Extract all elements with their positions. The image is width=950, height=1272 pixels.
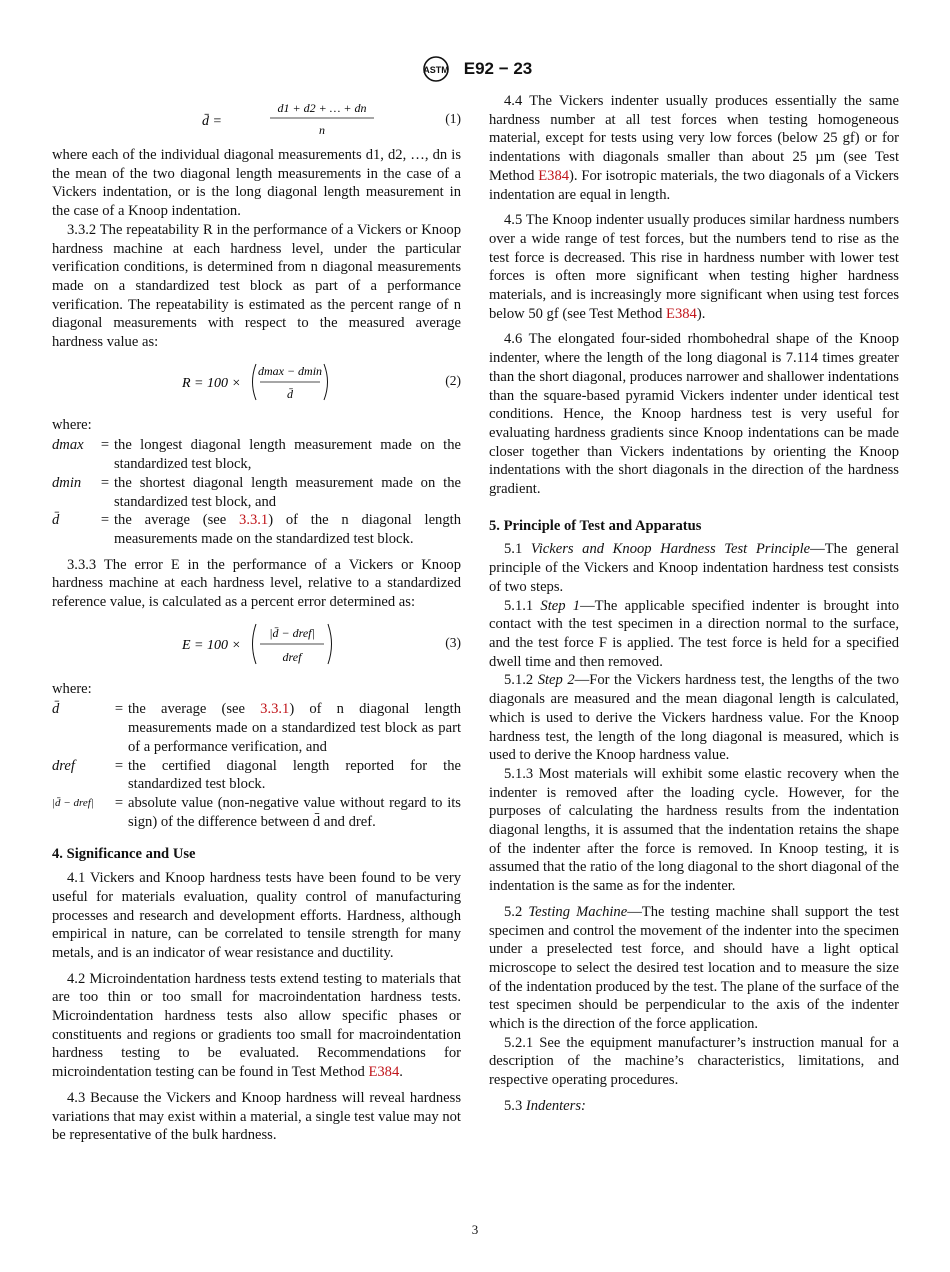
def-symbol: d̄: [52, 512, 60, 529]
def-text: the longest diagonal length measurement made on the standardized test block,: [114, 437, 461, 473]
def-equals: =: [100, 474, 110, 491]
para-5-1-3: 5.1.3 Most materials will exhibit some elastic recovery when the indenter is removed after the loading cycle. However, for the purposes of calculating the hardness results from the indentation diagonal lengths, it is assumed that the indentation retains the shape of the indenter after the force is removed. In Knoop testing, it is assumed that the ratio of the long diagonal to the short diagonal of the indentation is the same as for the indenter.: [489, 765, 899, 895]
para-4-5: 4.5 The Knoop indenter usually produces similar hardness numbers over a wide range of test forces, but the numbers tend to rise as the test force is decreased. This rise in hardness number with lower test forces is often more significant when testing higher hardness materials, and is increasingly more significant when using test forces below 50 gf (see Test Method E384).: [489, 212, 899, 322]
para-5-2-1: 5.2.1 See the equipment manufacturer’s instruction manual for a description of the machine’s characteristics, limitations, and respective operating procedures.: [489, 1034, 899, 1089]
def-symbol: dmax: [52, 437, 84, 454]
right-column: [489, 92, 899, 1116]
eq2-denominator: d̄: [287, 386, 293, 401]
svg-text:ASTM: ASTM: [422, 65, 449, 75]
def-text: the average (see 3.3.1) of n diagonal length measurements made on a standardized test block as part of a performance verification, and: [128, 701, 461, 755]
equation-3: [52, 618, 461, 670]
para-3-3-3: 3.3.3 The error E in the performance of a Vickers or Knoop hardness machine at each hardness level, relative to a standardized reference value, is calculated as a percent error determined as:: [52, 556, 461, 611]
page-number: 3: [471, 1222, 479, 1237]
para-5-2: 5.2 Testing Machine—The testing machine shall support the test specimen and control the movement of the indenter into the specimen under a preselected test force, and should have a light optical microscope to select the desired test location and to measure the size of the indentation produced by the test. The plane of the surface of the test specimen should be perpendicular to the axis of the indenter which is the direction of the force application.: [489, 903, 900, 1033]
def-symbol: dref: [52, 757, 75, 774]
para-4-3: 4.3 Because the Vickers and Knoop hardness will reveal hardness variations that may exist within a material, a single test value may not be representative of the bulk hardness.: [52, 1089, 461, 1144]
definition-row: [52, 436, 461, 473]
def-equals: =: [114, 701, 124, 718]
definition-row: [52, 757, 461, 794]
equation-2: [52, 358, 461, 406]
para-4-6: 4.6 The elongated four-sided rhombohedral shape of the Knoop indenter, where the length of the long diagonal is 7.114 times greater than the short diagonal, produces narrower and shallower indentations than the square-based pyramid Vickers indenter under identical test conditions. Hence, the Knoop hardness test is very useful for evaluating hardness gradients since Knoop indentations can be made closer together than Vickers indentations by orienting the Knoop indentations with the short diagonals in the direction of the hardness gradient.: [489, 331, 899, 498]
astm-logo-icon: [418, 56, 454, 82]
para-5-1-1: 5.1.1 Step 1—The applicable specified indenter is brought into contact with the test specimen in a direction normal to the surface, and the test force F is applied. The test force is held for a specified dwell time and then removed.: [489, 597, 899, 670]
def-text: the average (see 3.3.1) of the n diagonal length measurements made on the standardized test block.: [114, 512, 461, 547]
ref-link-e384[interactable]: E384: [368, 1064, 400, 1081]
eq3-denominator: dref: [282, 649, 302, 664]
ref-link-3-3-1[interactable]: 3.3.1: [239, 512, 269, 529]
para-5-3: 5.3 Indenters:: [504, 1097, 586, 1114]
def-equals: =: [114, 757, 124, 774]
page-header: [0, 56, 950, 82]
definition-row: [52, 474, 461, 511]
where-label-2: where:: [52, 680, 92, 697]
para-where-each: where each of the individual diagonal measurements d1, d2, …, dn is the mean of the two diagonal length measurements in the case of a Vickers indentation, or is the long diagonal length measurement in the case of a Knoop indentation.: [52, 147, 461, 220]
para-5-1: 5.1 Vickers and Knoop Hardness Test Principle—The general principle of the Vickers and Knoop indentation hardness test consists of two steps.: [489, 541, 900, 595]
definitions-table-1: [52, 436, 461, 548]
ref-link-3-3-1[interactable]: 3.3.1: [260, 701, 290, 718]
def-symbol: dmin: [52, 474, 82, 491]
eq1-lhs: d̄ =: [202, 114, 222, 129]
equation-1: [52, 98, 461, 136]
definition-row: [52, 700, 461, 756]
eq1-denominator: n: [319, 123, 325, 137]
section-4-heading: 4. Significance and Use: [52, 846, 196, 863]
def-equals: =: [114, 794, 124, 811]
equation-3-graphic: [52, 618, 461, 670]
eq1-numerator: d1 + d2 + … + dn: [277, 101, 367, 115]
para-3-3-2: 3.3.2 The repeatability R in the performance of a Vickers or Knoop hardness machine at each hardness level, under the particular verification conditions, is determined from n diagonal measurements made on a standardized test block as part of a performance verification. The repeatability is estimated as the percent range of n diagonal measurements with respect to the measured average hardness value as:: [52, 221, 461, 351]
def-text: the certified diagonal length reported for the standardized test block.: [128, 757, 461, 793]
eq2-number: (2): [445, 372, 461, 388]
equation-1-graphic: [52, 98, 461, 138]
definitions-table-2: [52, 700, 461, 831]
def-text: absolute value (non-negative value without regard to its sign) of the difference between d̄ and dref.: [128, 794, 461, 830]
eq1-number: (1): [445, 111, 461, 126]
def-equals: =: [100, 437, 110, 454]
standard-designation: E92 − 23: [463, 59, 533, 78]
eq2-lhs: R = 100 ×: [182, 375, 241, 391]
left-column: [52, 92, 461, 1145]
def-text: the shortest diagonal length measurement made on the standardized test block, and: [114, 474, 461, 510]
eq3-lhs: E = 100 ×: [182, 637, 241, 653]
para-4-1: 4.1 Vickers and Knoop hardness tests have been found to be very useful for materials evaluation, quality control of manufacturing processes and research and development efforts. Hardness, although empirical in nature, can be correlated to tensile strength for many metals, and is an indicator of wear resistance and ductility.: [52, 870, 461, 961]
def-symbol: |d̄ − dref|: [52, 796, 94, 809]
para-5-1-2: 5.1.2 Step 2—For the Vickers hardness test, the lengths of the two diagonals are measured and the mean diagonal length is calculated, which is used to derive the Vickers hardness value. For the Knoop hardness test, the length of the long diagonal is measured, which is used to derive the Knoop hardness value.: [489, 672, 899, 764]
para-4-2: 4.2 Microindentation hardness tests extend testing to materials that are too thin or too small for macroindentation hardness tests. Microindentation hardness tests also allow specific phases or constituents and regions or gradients too small for macroindentation hardness testing to be evaluated. Recommendations for microindentation testing can be found in Test Method E384.: [52, 970, 461, 1081]
eq3-numerator: |d̄ − dref|: [269, 625, 315, 640]
def-symbol: d̄: [52, 701, 60, 718]
def-equals: =: [100, 512, 110, 529]
where-label-1: where:: [52, 416, 92, 433]
definition-row: [52, 511, 461, 548]
eq2-numerator: dmax − dmin: [257, 363, 323, 378]
para-4-4: 4.4 The Vickers indenter usually produces essentially the same hardness number at all test forces when testing homogeneous material, except for tests using very low forces (below 25 gf) or for indentations with diagonals smaller than about 25 µm (see Test Method E384). For isotropic materials, the two diagonals of a Vickers indentation are equal in length.: [489, 93, 899, 203]
equation-2-graphic: [52, 358, 461, 406]
eq3-number: (3): [445, 634, 461, 650]
definition-row: [52, 794, 461, 831]
ref-link-e384[interactable]: E384: [538, 167, 570, 184]
ref-link-e384[interactable]: E384: [666, 305, 697, 322]
section-5-heading: 5. Principle of Test and Apparatus: [489, 517, 702, 534]
